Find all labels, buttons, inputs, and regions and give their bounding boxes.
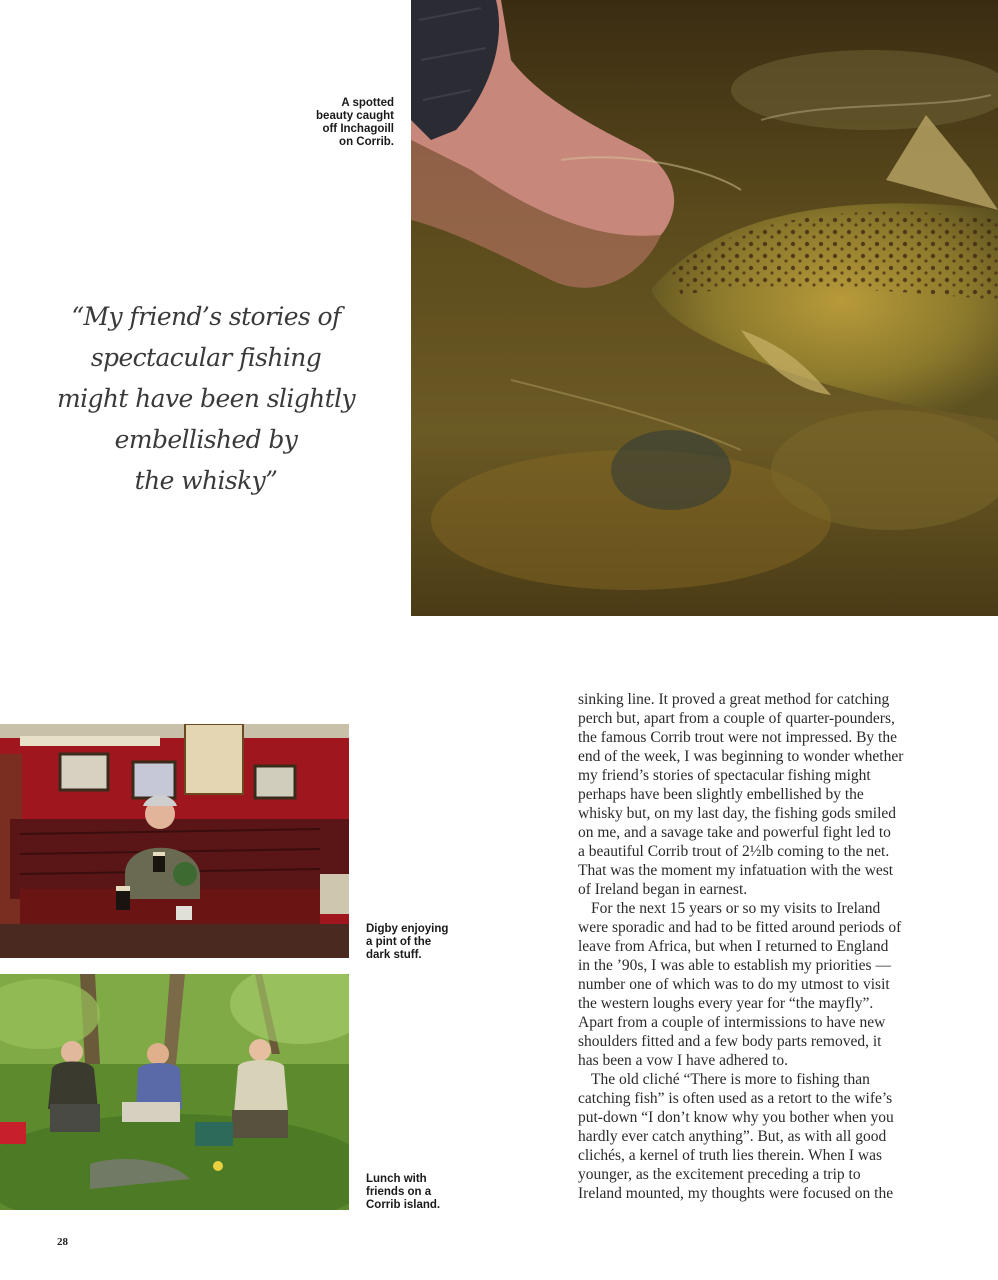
body-line: put-down “I don’t know why you bother when you [578,1109,894,1126]
body-line: perhaps have been slightly embellished by the [578,786,864,803]
page-number: 28 [57,1236,68,1248]
lunch-photo-caption: Lunch with friends on a Corrib island. [366,1173,441,1211]
body-line: The old cliché “There is more to fishing than [591,1071,870,1088]
pull-quote-line: “My friend’s stories of [71,302,341,331]
body-line: For the next 15 years or so my visits to Ireland [591,900,881,917]
body-line: clichés, a kernel of truth lies therein. When I was [578,1147,883,1164]
pull-quote-line: embellished by [114,425,298,454]
body-line: were sporadic and had to be fitted around periods of [578,919,902,936]
body-line: my friend’s stories of spectacular fishing might [578,767,871,784]
body-line: number one of which was to do my utmost to visit [578,976,890,993]
trout-release-photo [411,0,998,616]
pull-quote [40,296,372,501]
pub-photo [0,724,349,958]
pull-quote-line: the whisky” [134,466,278,495]
body-line: younger, as the excitement preceding a trip to [578,1166,861,1183]
body-line: That was the moment my infatuation with the west [578,862,894,879]
body-line: a beautiful Corrib trout of 2½lb coming to the net. [578,843,890,860]
body-line: the western loughs every year for “the mayfly”. [578,995,874,1012]
pub-photo-caption: Digby enjoying a pint of the dark stuff. [366,923,449,961]
body-line: end of the week, I was beginning to wonder whether [578,748,904,765]
body-line: in the ’90s, I was able to establish my priorities — [578,957,891,974]
body-line: Ireland mounted, my thoughts were focused on the [578,1185,894,1202]
body-line: Apart from a couple of intermissions to have new [578,1014,886,1031]
body-line: perch but, apart from a couple of quarter-pounders, [578,710,895,727]
lunch-photo [0,974,349,1210]
trout-photo-caption: A spotted beauty caught off Inchagoill on Corrib. [316,97,394,148]
body-line: hardly ever catch anything”. But, as with all good [578,1128,887,1145]
pull-quote-line: spectacular fishing [90,343,322,372]
body-line: leave from Africa, but when I returned to England [578,938,889,955]
article-body [578,690,950,1203]
body-line: sinking line. It proved a great method for catching [578,691,890,708]
body-line: the famous Corrib trout were not impressed. By the [578,729,897,746]
body-line: shoulders fitted and a few body parts removed, it [578,1033,882,1050]
body-line: catching fish” is often used as a retort to the wife’s [578,1090,893,1107]
body-line: whisky but, on my last day, the fishing gods smiled [578,805,897,822]
body-line: has been a vow I have adhered to. [578,1052,789,1069]
body-line: on me, and a savage take and powerful fight led to [578,824,891,841]
body-line: of Ireland began in earnest. [578,881,748,898]
pull-quote-line: might have been slightly [56,384,355,413]
